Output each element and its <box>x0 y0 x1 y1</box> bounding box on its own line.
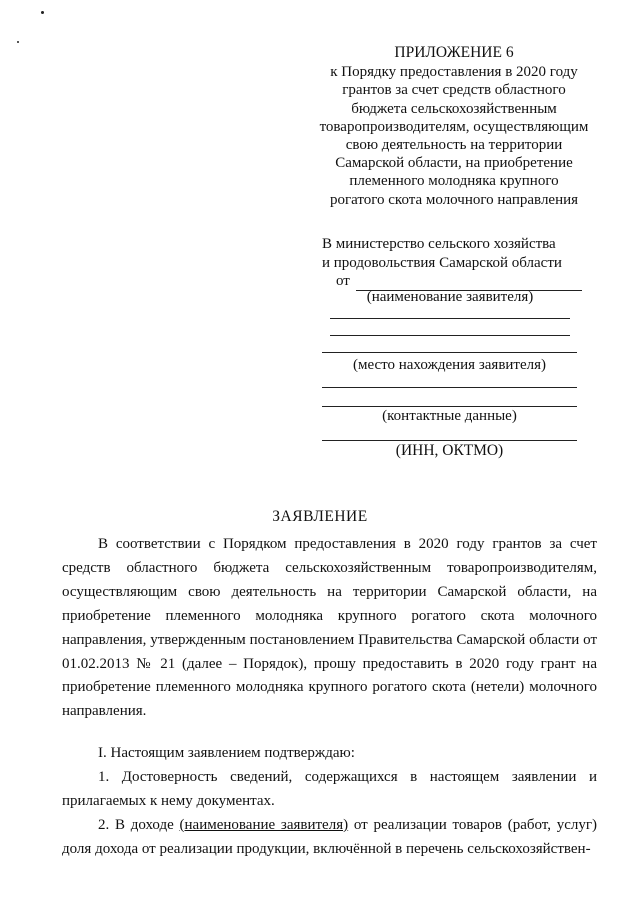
appendix-title: ПРИЛОЖЕНИЕ 6 <box>394 44 514 61</box>
paragraph-item-2 <box>62 814 597 862</box>
appendix-line: племенного молодняка крупного <box>349 173 559 190</box>
appendix-line: грантов за счет средств областного <box>342 82 566 99</box>
appendix-line: к Порядку предоставления в 2020 году <box>330 64 578 81</box>
fill-line <box>322 440 577 441</box>
fill-line <box>322 406 577 407</box>
appendix-header <box>308 44 600 209</box>
paragraph-item-1: 1. Достоверность сведений, содержащихся в настоящем заявлении и прилагаемых к нему документах. <box>62 769 597 810</box>
from-row <box>322 272 582 291</box>
item2-text: 2. В доходе <box>98 816 180 833</box>
recipient-line: и продовольствия Самарской области <box>322 254 562 271</box>
paragraph-confirm: I. Настоящим заявлением подтверждаю: <box>98 745 355 762</box>
fill-line <box>330 318 570 319</box>
fill-line <box>322 352 577 353</box>
document-body <box>62 533 597 862</box>
appendix-line: свою деятельность на территории <box>345 137 563 154</box>
appendix-line: бюджета сельскохозяйственным <box>351 100 557 117</box>
scan-speck <box>41 11 44 14</box>
from-label: от <box>336 273 350 289</box>
appendix-line: рогатого скота молочного направления <box>329 191 579 208</box>
caption-location: (место нахождения заявителя) <box>352 357 547 373</box>
caption-inn-oktmo: (ИНН, ОКТМО) <box>395 442 504 459</box>
item2-text: от реализации товаров (работ, услуг) доля дохода от реализации продукции, включённой в перечень сельскохозяйствен- <box>62 816 598 857</box>
caption-contacts: (контактные данные) <box>382 408 517 424</box>
fill-line <box>322 387 577 388</box>
document-title: ЗАЯВЛЕНИЕ <box>272 508 368 525</box>
appendix-line: Самарской области, на приобретение <box>335 155 573 172</box>
scan-speck <box>17 41 19 43</box>
paragraph-intro: В соответствии с Порядком предоставления в 2020 году грантов за счет средств областного бюджета сельскохозяйственным товаропроизводителям, осуществляющим свою деятельность на территории Самарской области, на приобретение племенного молодняка крупного рогатого скота молочного направления, утвержденным постановлением Правительства Самарской области от 01.02.2013 № 21 (далее – Порядок), прошу предоставить в 2020 году грант на приобретение племенного молодняка крупного рогатого скота (нетели) молочного направления. <box>62 536 597 720</box>
fill-line <box>330 335 570 336</box>
item2-underlined-name: (наименование заявителя) <box>179 816 349 833</box>
appendix-line: товаропроизводителям, осуществляющим <box>319 118 589 135</box>
caption-applicant-name: (наименование заявителя) <box>366 289 534 305</box>
recipient-block <box>322 235 582 291</box>
recipient-line: В министерство сельского хозяйства <box>322 236 556 252</box>
